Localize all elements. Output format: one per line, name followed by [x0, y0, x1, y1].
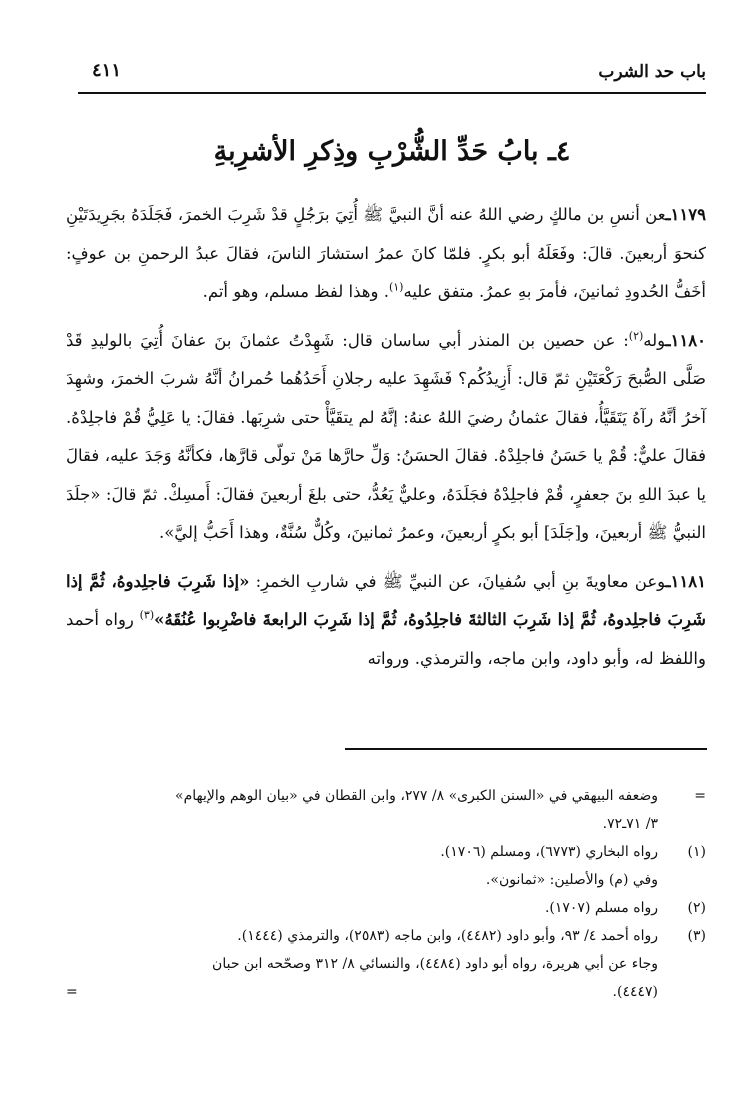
footnote-text: رواه مسلم (١٧٠٧).	[544, 900, 658, 916]
hadith-1180	[66, 322, 706, 553]
footnotes	[66, 782, 706, 1006]
footnote-marker[interactable]: (٣)	[139, 608, 155, 622]
footnote-number: (٣)	[687, 928, 706, 944]
footnote-marker[interactable]: (١)	[388, 280, 404, 294]
chapter-title: ٤ـ بابُ حَدِّ الشُّرْبِ وذِكرِ الأشرِبةِ	[213, 136, 571, 167]
footnote-extra-text: وفي (م) والأصلين: «ثمانون».	[485, 872, 658, 888]
footnote-2	[66, 894, 706, 922]
footnote-text: رواه البخاري (٦٧٧٣)، ومسلم (١٧٠٦).	[440, 844, 658, 860]
footnote-1	[66, 838, 706, 866]
footnote-continuation-2	[66, 810, 706, 838]
footnote-number: (١)	[687, 844, 706, 860]
footnote-extra-text: وجاء عن أبي هريرة، رواه أبو داود (٤٤٨٤)، والنسائي ٨/ ٣١٢ وصحّحه ابن حبان	[212, 956, 658, 972]
hadith-1181	[66, 563, 706, 679]
hadith-text: وعن معاويةَ بنِ أبي سُفيانَ، عن النبيِّ ﷺ في شاربِ الخمرِ:	[249, 571, 666, 591]
footnote-text: رواه أحمد ٤/ ٩٣، وأبو داود (٤٤٨٢)، وابن ماجه (٢٥٨٣)، والترمذي (١٤٤٤).	[237, 928, 658, 944]
footnote-3-extra-2	[66, 978, 706, 1006]
footnote-cont-line: وضعفه البيهقي في «السنن الكبرى» ٨/ ٢٧٧، وابن القطان في «بيان الوهم والإيهام»	[175, 788, 658, 804]
continuation-mark: =	[694, 788, 706, 804]
hadith-number: ١١٨٠ـ	[665, 330, 706, 350]
footnote-3-extra	[66, 950, 706, 978]
hadith-source: رواه أحمد واللفظ له، وأبو داود، وابن ماجه، والترمذي. ورواته	[66, 610, 706, 668]
end-continuation-mark: =	[66, 984, 78, 1000]
running-header	[78, 58, 706, 94]
footnote-divider	[345, 748, 707, 750]
main-text	[66, 196, 706, 678]
hadith-prophetic-words: «إذا شَرِبَ فاجلِدوهُ، ثُمَّ إذا شَرِبَ فاجلِدوهُ، ثُمَّ إذا شَرِبَ الثالثةَ فاجلِدُوهُ، ثُمَّ إذا شَرِبَ الرابعةَ فاضْرِبوا عُنُقَهُ»	[66, 571, 706, 629]
page-number: ٤١١	[92, 60, 122, 81]
running-header-title: باب حد الشرب	[598, 62, 706, 82]
hadith-closing: . وهذا لفظ مسلم، وهو أتم.	[202, 282, 389, 301]
footnote-1-extra	[66, 866, 706, 894]
footnote-cont-line: ٣/ ٧١ـ٧٢.	[602, 816, 658, 832]
hadith-number: ١١٧٩ـ	[665, 205, 706, 224]
footnote-extra-text: (٤٤٤٧).	[612, 984, 658, 1000]
hadith-1179	[66, 196, 706, 312]
footnote-number: (٢)	[687, 900, 706, 916]
hadith-text: عن أنسِ بن مالكٍ رضي اللهُ عنه أنَّ النبيَّ ﷺ أُتِيَ برَجُلٍ قدْ شَرِبَ الخمرَ، فَجَلَدَهُ بجَرِيدَتَيْنِ كنحوَ أربعينَ. قالَ: وفَعَلَهُ أبو بكرٍ. فلمّا كانَ عمرُ استشارَ الناسَ، فقالَ عبدُ الرحمنِ بن عوفٍ: أخَفُّ الحُدودِ ثمانينَ، فأمرَ بهِ عمرُ. متفق عليه	[66, 205, 706, 301]
hadith-lead: وله	[643, 330, 666, 350]
footnote-3	[66, 922, 706, 950]
footnote-marker[interactable]: (٢)	[628, 329, 644, 342]
hadith-number: ١١٨١ـ	[665, 571, 706, 591]
footnote-continuation	[66, 782, 706, 810]
hadith-text: : عن حصين بن المنذر أبي ساسان قال: شَهِدْتُ عثمانَ بنَ عفانَ أُتِيَ بالوليدِ قَدْ صَلَّى الصُّبحَ رَكْعَتَيْنِ ثمّ قال: أَزِيدُكُم؟ فَشَهِدَ عليه رجلانِ أَحَدُهُما حُمرانُ أنَّهُ شربَ الخمرَ، وشهِدَ آخرُ أنَّهُ رآهُ يَتَقَيَّأُ، فقالَ عثمانُ رضيَ اللهُ عنهُ: إنَّهُ لم يتقَيَّأْ حتى شرِبَها. فقالَ: يا عَلِيُّ قُمْ فاجلِدْهُ. فقالَ عليٌّ: قُمْ يا حَسَنُ فاجلِدْهُ. فقالَ الحسَنُ: وَلِّ حارَّها مَنْ تولّى قارَّها، فكأنَّهُ وَجَدَ عليه، فقالَ يا عبدَ اللهِ بنَ جعفرٍ، قُمْ فاجلِدْهُ فجَلَدَهُ، وعليٌّ يَعُدُّ، حتى بلغَ أربعينَ فقالَ: أَمسِكْ. ثمّ قالَ: «جلَدَ النبيُّ ﷺ أربعينَ، و[جَلَدَ] أبو بكرٍ أربعينَ، وعمرُ ثمانينَ، وكُلٌّ سُنَّةٌ، وهذا أَحَبُّ إليَّ».	[66, 330, 706, 542]
